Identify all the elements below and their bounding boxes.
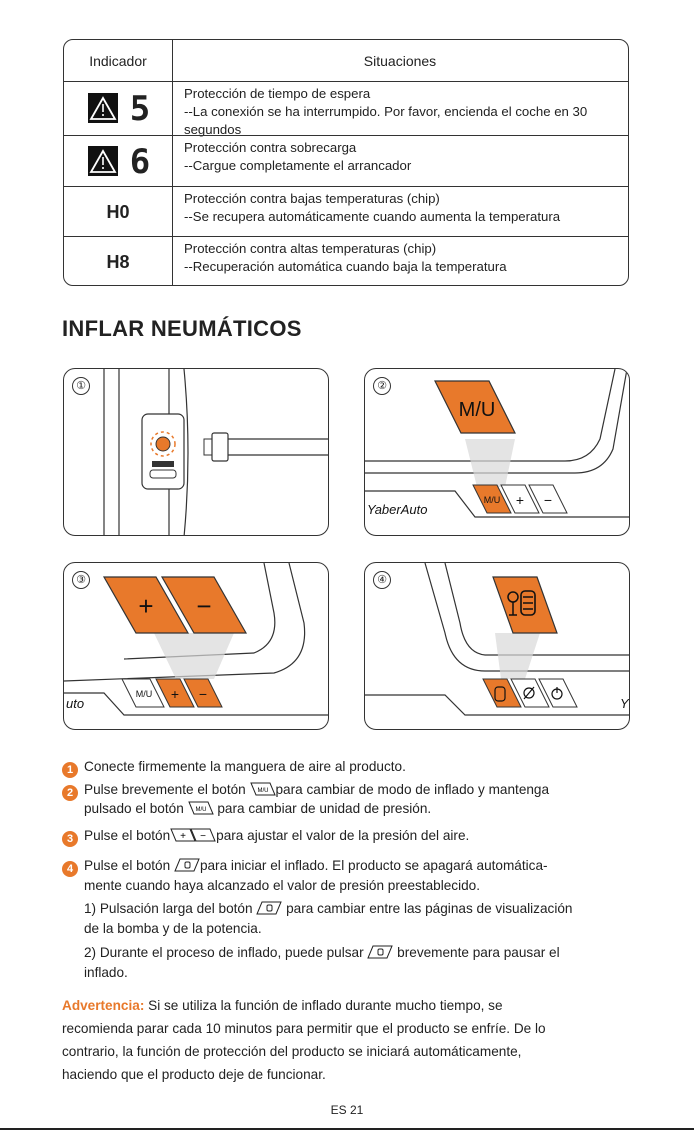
step-bullet: 3 xyxy=(62,831,78,847)
minus-inline-label: − xyxy=(200,831,207,842)
brand-logo: YaberAuto xyxy=(367,502,428,517)
minus-button: − xyxy=(543,492,553,508)
segment-digit: 5 xyxy=(129,89,151,129)
instruction-step-4 xyxy=(62,856,548,877)
warning-text: recomienda parar cada 10 minutos para permitir que el producto se enfríe. De lo xyxy=(62,1021,546,1036)
big-minus-label: − xyxy=(196,591,212,621)
warning-text: Si se utiliza la función de inflado durante mucho tiempo, se xyxy=(144,998,503,1013)
step-number-2: ② xyxy=(373,377,391,395)
indicator-cell xyxy=(64,136,173,187)
step-bullet: 1 xyxy=(62,762,78,778)
indicator-cell: H0 xyxy=(64,187,173,237)
situation-desc: --La conexión se ha interrumpido. Por favor, encienda el coche en 30 segundos xyxy=(184,104,588,137)
mu-button-icon xyxy=(188,801,214,815)
step-text: 1) Pulsación larga del botón xyxy=(84,901,253,916)
situation-desc: --Cargue completamente el arrancador xyxy=(184,158,412,173)
plus-inline-label: + xyxy=(180,831,187,842)
warning-text: haciendo que el producto deje de funcionar. xyxy=(62,1067,326,1082)
step-number-1: ① xyxy=(72,377,90,395)
warning-paragraph xyxy=(62,994,632,1086)
inflate-button-icon xyxy=(256,901,282,915)
table-row xyxy=(64,135,628,187)
step-number-4: ④ xyxy=(373,571,391,589)
minus-button: − xyxy=(198,686,208,702)
indicator-cell: H8 xyxy=(64,237,173,286)
situation-title: Protección contra altas temperaturas (chip) xyxy=(184,241,437,256)
situation-title: Protección de tiempo de espera xyxy=(184,86,371,101)
indicator-table xyxy=(63,39,629,286)
page-number: ES 21 xyxy=(330,1103,364,1117)
instruction-step-4-sub2 xyxy=(84,943,560,963)
step-text: para cambiar de unidad de presión. xyxy=(217,801,432,816)
step-text: Conecte firmemente la manguera de aire al producto. xyxy=(84,759,406,774)
step-text: pulsado el botón xyxy=(84,801,184,816)
situation-desc: --Se recupera automáticamente cuando aumenta la temperatura xyxy=(184,209,561,224)
step-bullet: 2 xyxy=(62,785,78,801)
step-text: inflado. xyxy=(84,965,128,980)
step-text: 2) Durante el proceso de inflado, puede pulsar xyxy=(84,945,364,960)
table-row xyxy=(64,186,628,237)
step-number-3: ③ xyxy=(72,571,90,589)
mu-inline-label: M/U xyxy=(195,807,207,813)
mode-button-illustration xyxy=(365,369,630,536)
situation-cell xyxy=(184,190,622,226)
section-heading: INFLAR NEUMÁTICOS xyxy=(62,316,302,341)
inflate-button-illustration xyxy=(365,563,630,730)
plus-minus-button-icon xyxy=(170,828,216,842)
brand-logo: Y xyxy=(620,696,629,711)
situation-cell xyxy=(184,85,622,139)
step-text: de la bomba y de la potencia. xyxy=(84,921,262,936)
table-header-row xyxy=(64,39,628,82)
step-text: Pulse el botón xyxy=(84,858,171,873)
instruction-step-4-sub1 xyxy=(84,899,572,919)
header-situations: Situaciones xyxy=(363,53,437,69)
instruction-step-2 xyxy=(62,780,549,801)
step-text: brevemente para pausar el xyxy=(397,945,560,960)
plus-minus-illustration xyxy=(64,563,329,730)
header-indicator: Indicador xyxy=(64,40,173,82)
step-text: para iniciar el inflado. El producto se apagará automática- xyxy=(199,858,548,873)
step-text: para ajustar el valor de la presión del aire. xyxy=(216,828,470,843)
brand-logo: uto xyxy=(66,696,85,711)
warning-label: Advertencia: xyxy=(62,998,145,1013)
plus-button: + xyxy=(515,492,525,508)
warning-text: contrario, la función de protección del producto se iniciará automáticamente, xyxy=(62,1044,522,1059)
situation-title: Protección contra bajas temperaturas (chip) xyxy=(184,191,440,206)
big-plus-label: + xyxy=(138,591,154,621)
instruction-step-4-cont xyxy=(84,876,480,896)
situation-title: Protección contra sobrecarga xyxy=(184,140,357,155)
step-illustration-4 xyxy=(364,562,630,730)
mu-button: M/U xyxy=(135,689,153,699)
plus-button: + xyxy=(170,686,180,702)
step-illustration-2 xyxy=(364,368,630,536)
segment-digit: 6 xyxy=(129,141,151,182)
inflate-button-icon xyxy=(174,858,200,872)
step-text: Pulse brevemente el botón xyxy=(84,782,246,797)
situation-desc: --Recuperación automática cuando baja la temperatura xyxy=(184,259,507,274)
step-illustration-1 xyxy=(63,368,329,536)
instruction-step-4-sub1-cont xyxy=(84,919,262,939)
page-bottom-rule xyxy=(0,1128,694,1130)
step-text: Pulse el botón xyxy=(84,828,171,843)
step-text: para cambiar entre las páginas de visualización xyxy=(286,901,573,916)
hose-connection-illustration xyxy=(64,369,329,536)
step-illustration-3 xyxy=(63,562,329,730)
step-bullet: 4 xyxy=(62,861,78,877)
inflate-button-icon xyxy=(367,945,393,959)
situation-cell xyxy=(184,139,622,175)
table-row xyxy=(64,81,628,136)
mu-button: M/U xyxy=(483,495,501,505)
instruction-step-3 xyxy=(62,826,469,847)
mu-inline-label: M/U xyxy=(257,788,268,794)
situation-cell xyxy=(184,240,622,276)
step-text: para cambiar de modo de inflado y mantenga xyxy=(275,782,550,797)
big-mu-label: M/U xyxy=(458,399,496,421)
instruction-step-4-sub2-cont xyxy=(84,963,128,983)
instruction-step-2-cont xyxy=(84,799,431,819)
instruction-step-1 xyxy=(62,757,406,778)
table-row xyxy=(64,236,628,286)
mu-button-icon xyxy=(250,782,276,796)
indicator-cell xyxy=(64,82,173,136)
step-text: mente cuando haya alcanzado el valor de presión preestablecido. xyxy=(84,878,480,893)
